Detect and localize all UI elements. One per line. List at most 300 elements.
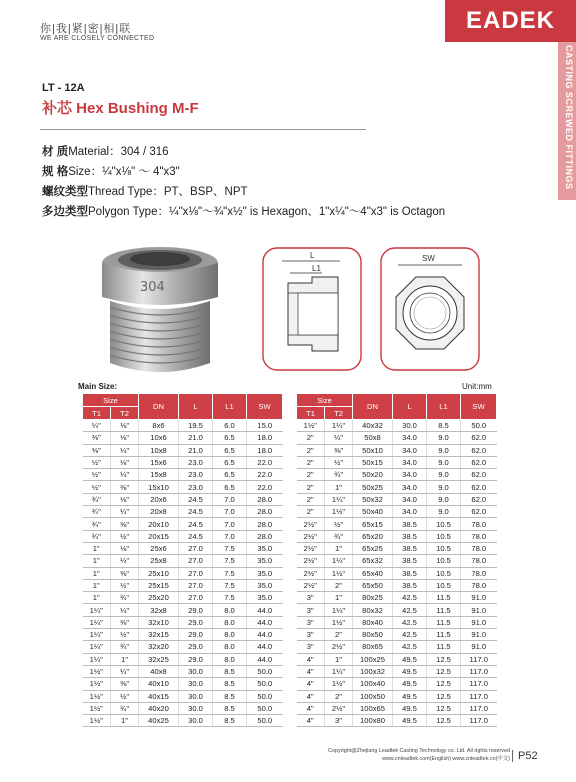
cell-sw: 117.0 xyxy=(461,653,497,665)
cell-l: 49.5 xyxy=(393,690,427,702)
cell-t2: ¼" xyxy=(111,469,139,481)
cell-l1: 8.0 xyxy=(213,629,247,641)
cell-sw: 78.0 xyxy=(461,530,497,542)
cell-dn: 50x25 xyxy=(353,481,393,493)
cell-t2: 1½" xyxy=(325,567,353,579)
cell-l1: 7.0 xyxy=(213,506,247,518)
cell-l: 30.0 xyxy=(179,678,213,690)
cell-l1: 8.5 xyxy=(213,665,247,677)
cell-dn: 25x20 xyxy=(139,592,179,604)
cell-t2: 1¼" xyxy=(325,420,353,432)
spec-table-left xyxy=(82,393,283,727)
cell-sw: 117.0 xyxy=(461,690,497,702)
label-l: L xyxy=(310,251,315,260)
cell-t2: ½" xyxy=(111,690,139,702)
cell-dn: 32x15 xyxy=(139,629,179,641)
col-header-dn: DN xyxy=(353,394,393,420)
cell-dn: 80x40 xyxy=(353,616,393,628)
cell-l1: 10.5 xyxy=(427,530,461,542)
cell-dn: 20x8 xyxy=(139,506,179,518)
table-row xyxy=(297,579,497,591)
cell-sw: 50.0 xyxy=(247,715,283,727)
brand-slogan-cn: 你|我|紧|密|相|联 xyxy=(40,23,132,35)
table-row xyxy=(297,715,497,727)
cell-t1: ½" xyxy=(83,481,111,493)
cell-t1: ¾" xyxy=(83,518,111,530)
col-header-dn: DN xyxy=(139,394,179,420)
cell-l: 34.0 xyxy=(393,481,427,493)
cell-l: 24.5 xyxy=(179,493,213,505)
cell-sw: 28.0 xyxy=(247,518,283,530)
cell-sw: 28.0 xyxy=(247,493,283,505)
cell-l1: 12.5 xyxy=(427,665,461,677)
spec-size xyxy=(42,163,180,179)
cell-t2: 1" xyxy=(325,592,353,604)
cell-t1: 1¼" xyxy=(83,653,111,665)
cell-l: 38.5 xyxy=(393,518,427,530)
cell-t2: 1¼" xyxy=(325,493,353,505)
cell-l1: 12.5 xyxy=(427,715,461,727)
table-row xyxy=(297,690,497,702)
cell-l1: 6.0 xyxy=(213,420,247,432)
cell-sw: 62.0 xyxy=(461,456,497,468)
col-header-sw: SW xyxy=(247,394,283,420)
cell-l1: 8.5 xyxy=(427,420,461,432)
cell-t2: 1¼" xyxy=(325,665,353,677)
table-row xyxy=(297,420,497,432)
col-header-l1: L1 xyxy=(427,394,461,420)
cell-t2: 2" xyxy=(325,690,353,702)
cell-t2: 1" xyxy=(111,715,139,727)
cell-l: 23.0 xyxy=(179,456,213,468)
cell-sw: 91.0 xyxy=(461,604,497,616)
cell-l: 49.5 xyxy=(393,715,427,727)
cell-l1: 11.5 xyxy=(427,616,461,628)
cell-l: 49.5 xyxy=(393,665,427,677)
cell-sw: 62.0 xyxy=(461,506,497,518)
cell-sw: 22.0 xyxy=(247,481,283,493)
cell-l: 24.5 xyxy=(179,530,213,542)
table-row xyxy=(83,481,283,493)
cell-t1: 3" xyxy=(297,604,325,616)
copyright-text: Copyright@Zhejiang Leadtek Casting Technology co. Ltd. All rights reserved xyxy=(328,748,510,754)
cell-l: 42.5 xyxy=(393,616,427,628)
table-row xyxy=(83,432,283,444)
cell-dn: 8x6 xyxy=(139,420,179,432)
table-row xyxy=(83,555,283,567)
cell-dn: 10x8 xyxy=(139,444,179,456)
cell-l: 42.5 xyxy=(393,629,427,641)
cell-sw: 50.0 xyxy=(247,690,283,702)
col-header-l: L xyxy=(179,394,213,420)
cell-l1: 11.5 xyxy=(427,629,461,641)
table-row xyxy=(297,469,497,481)
cell-sw: 117.0 xyxy=(461,678,497,690)
cell-t2: 2½" xyxy=(325,702,353,714)
cell-sw: 50.0 xyxy=(247,678,283,690)
photo-marking: 304 xyxy=(140,280,165,295)
cell-t1: 4" xyxy=(297,715,325,727)
table-row xyxy=(83,420,283,432)
table-row xyxy=(83,530,283,542)
col-header-l: L xyxy=(393,394,427,420)
cell-t1: ¾" xyxy=(83,506,111,518)
cell-l: 27.0 xyxy=(179,567,213,579)
cell-l: 49.5 xyxy=(393,702,427,714)
cell-t1: 1½" xyxy=(83,702,111,714)
cell-l1: 9.0 xyxy=(427,493,461,505)
cell-t2: ⅜" xyxy=(325,444,353,456)
cell-t1: 1½" xyxy=(83,690,111,702)
cell-sw: 44.0 xyxy=(247,653,283,665)
cell-t1: 3" xyxy=(297,641,325,653)
cell-dn: 50x20 xyxy=(353,469,393,481)
cell-t1: 4" xyxy=(297,678,325,690)
cell-l: 38.5 xyxy=(393,567,427,579)
cell-t2: 3" xyxy=(325,715,353,727)
table-row xyxy=(83,567,283,579)
cell-t1: 2½" xyxy=(297,579,325,591)
cell-l1: 8.0 xyxy=(213,641,247,653)
table-row xyxy=(297,506,497,518)
cell-l: 30.0 xyxy=(179,715,213,727)
cell-t1: ⅜" xyxy=(83,432,111,444)
cell-sw: 78.0 xyxy=(461,555,497,567)
cell-dn: 65x50 xyxy=(353,579,393,591)
cell-dn: 100x40 xyxy=(353,678,393,690)
cell-l: 24.5 xyxy=(179,506,213,518)
table-row xyxy=(83,493,283,505)
cell-t1: 3" xyxy=(297,616,325,628)
cell-t2: 1½" xyxy=(325,506,353,518)
cell-dn: 40x8 xyxy=(139,665,179,677)
cell-l: 38.5 xyxy=(393,530,427,542)
col-header-t2: T2 xyxy=(325,407,353,420)
table-row xyxy=(83,678,283,690)
cell-l: 42.5 xyxy=(393,592,427,604)
cell-t1: 1½" xyxy=(83,678,111,690)
cell-l1: 7.5 xyxy=(213,579,247,591)
cell-l: 19.5 xyxy=(179,420,213,432)
cell-dn: 100x65 xyxy=(353,702,393,714)
table-row xyxy=(83,702,283,714)
cell-dn: 100x50 xyxy=(353,690,393,702)
table-row xyxy=(83,506,283,518)
table-row xyxy=(297,665,497,677)
table-row xyxy=(297,530,497,542)
cell-t2: ⅛" xyxy=(111,456,139,468)
divider xyxy=(40,129,366,130)
cell-l1: 12.5 xyxy=(427,653,461,665)
cell-t1: 3" xyxy=(297,629,325,641)
table-row xyxy=(297,702,497,714)
col-header-size: Size xyxy=(297,394,353,407)
cell-sw: 91.0 xyxy=(461,641,497,653)
cell-t1: ¾" xyxy=(83,530,111,542)
cell-l1: 8.5 xyxy=(213,690,247,702)
cell-sw: 91.0 xyxy=(461,616,497,628)
cell-l: 34.0 xyxy=(393,456,427,468)
cell-l1: 8.5 xyxy=(213,702,247,714)
cell-dn: 100x32 xyxy=(353,665,393,677)
cell-l1: 10.5 xyxy=(427,518,461,530)
cell-t2: 1" xyxy=(325,653,353,665)
cell-t2: ⅜" xyxy=(111,616,139,628)
side-section-label: CASTING SCREWED FITTINGS xyxy=(564,45,574,190)
table-row xyxy=(83,518,283,530)
cell-dn: 32x8 xyxy=(139,604,179,616)
table-row xyxy=(297,456,497,468)
table-row xyxy=(297,567,497,579)
cell-sw: 50.0 xyxy=(247,665,283,677)
cell-t2: ¾" xyxy=(325,469,353,481)
cell-t1: 2" xyxy=(297,481,325,493)
cell-sw: 35.0 xyxy=(247,592,283,604)
cell-t2: ⅜" xyxy=(111,678,139,690)
cell-l: 42.5 xyxy=(393,641,427,653)
cell-l1: 7.5 xyxy=(213,592,247,604)
cell-l1: 11.5 xyxy=(427,604,461,616)
cell-t2: ½" xyxy=(111,530,139,542)
cell-t2: ¾" xyxy=(111,641,139,653)
table-row xyxy=(297,432,497,444)
cell-dn: 40x25 xyxy=(139,715,179,727)
cell-t2: ¼" xyxy=(111,506,139,518)
cell-t1: 2" xyxy=(297,469,325,481)
cell-sw: 15.0 xyxy=(247,420,283,432)
cell-t1: ⅜" xyxy=(83,444,111,456)
cell-t1: 2½" xyxy=(297,555,325,567)
cell-sw: 28.0 xyxy=(247,530,283,542)
cell-l1: 8.5 xyxy=(213,715,247,727)
col-header-t1: T1 xyxy=(297,407,325,420)
cell-sw: 22.0 xyxy=(247,469,283,481)
product-model: LT - 12A xyxy=(42,82,85,94)
cell-t1: 1" xyxy=(83,555,111,567)
cell-t1: 1¼" xyxy=(83,616,111,628)
cell-t2: 1¼" xyxy=(325,604,353,616)
cell-t1: 4" xyxy=(297,702,325,714)
cell-t1: 1" xyxy=(83,592,111,604)
table-row xyxy=(83,616,283,628)
cell-dn: 100x80 xyxy=(353,715,393,727)
table-row xyxy=(83,715,283,727)
cell-l1: 7.5 xyxy=(213,555,247,567)
spec-label: 多边类型 xyxy=(42,206,88,218)
cell-dn: 80x32 xyxy=(353,604,393,616)
cell-t2: ⅛" xyxy=(111,432,139,444)
cell-sw: 22.0 xyxy=(247,456,283,468)
cell-t1: 2" xyxy=(297,493,325,505)
table-row xyxy=(297,653,497,665)
cell-l: 29.0 xyxy=(179,616,213,628)
cell-l1: 6.5 xyxy=(213,444,247,456)
cell-dn: 10x6 xyxy=(139,432,179,444)
cell-l: 29.0 xyxy=(179,629,213,641)
cell-t2: 1½" xyxy=(325,678,353,690)
table-row xyxy=(297,678,497,690)
table-row xyxy=(83,653,283,665)
cell-t1: 1½" xyxy=(83,715,111,727)
cell-l1: 7.0 xyxy=(213,530,247,542)
cell-l1: 9.0 xyxy=(427,481,461,493)
cell-dn: 50x32 xyxy=(353,493,393,505)
cell-sw: 44.0 xyxy=(247,629,283,641)
spec-material xyxy=(42,143,169,159)
cell-dn: 50x10 xyxy=(353,444,393,456)
cell-t2: ½" xyxy=(325,456,353,468)
cell-t1: 4" xyxy=(297,653,325,665)
cell-t2: ⅛" xyxy=(111,542,139,554)
spec-label: 规 格 xyxy=(42,166,69,178)
cell-l: 49.5 xyxy=(393,653,427,665)
cell-t2: 2" xyxy=(325,579,353,591)
cell-sw: 44.0 xyxy=(247,616,283,628)
table-row xyxy=(297,629,497,641)
cell-dn: 50x40 xyxy=(353,506,393,518)
spec-thread xyxy=(42,183,248,199)
spec-value: Thread Type：PT、BSP、NPT xyxy=(88,186,248,198)
cell-t2: ⅛" xyxy=(111,420,139,432)
table-row xyxy=(297,641,497,653)
logo-text: EADEK xyxy=(465,7,555,34)
cell-sw: 18.0 xyxy=(247,444,283,456)
cell-sw: 50.0 xyxy=(247,702,283,714)
cell-t1: ½" xyxy=(83,456,111,468)
cell-sw: 117.0 xyxy=(461,702,497,714)
cell-l: 42.5 xyxy=(393,604,427,616)
cell-t1: 1¼" xyxy=(83,629,111,641)
cell-sw: 35.0 xyxy=(247,555,283,567)
cell-t1: 2½" xyxy=(297,518,325,530)
company-logo xyxy=(445,0,576,42)
end-view-drawing xyxy=(380,247,480,371)
cell-t2: ½" xyxy=(325,518,353,530)
cell-dn: 40x20 xyxy=(139,702,179,714)
cell-l: 27.0 xyxy=(179,592,213,604)
page-number: P52 xyxy=(512,750,538,762)
cell-l1: 11.5 xyxy=(427,592,461,604)
cell-dn: 65x15 xyxy=(353,518,393,530)
cell-l: 34.0 xyxy=(393,444,427,456)
spec-polygon xyxy=(42,203,445,219)
col-header-sw: SW xyxy=(461,394,497,420)
cell-l1: 12.5 xyxy=(427,702,461,714)
cell-sw: 78.0 xyxy=(461,518,497,530)
cell-dn: 65x40 xyxy=(353,567,393,579)
cell-dn: 25x6 xyxy=(139,542,179,554)
cell-dn: 25x8 xyxy=(139,555,179,567)
cell-l: 30.0 xyxy=(179,665,213,677)
cell-sw: 35.0 xyxy=(247,579,283,591)
cell-l1: 9.0 xyxy=(427,506,461,518)
cell-l1: 6.5 xyxy=(213,432,247,444)
cell-dn: 50x15 xyxy=(353,456,393,468)
cell-t2: ½" xyxy=(111,579,139,591)
cell-dn: 32x10 xyxy=(139,616,179,628)
cell-l1: 6.5 xyxy=(213,469,247,481)
cell-dn: 65x20 xyxy=(353,530,393,542)
cell-sw: 78.0 xyxy=(461,542,497,554)
cell-l1: 10.5 xyxy=(427,555,461,567)
cell-t2: ¼" xyxy=(111,555,139,567)
table-row xyxy=(83,579,283,591)
cell-t1: 2½" xyxy=(297,542,325,554)
cell-l1: 8.0 xyxy=(213,604,247,616)
cell-sw: 50.0 xyxy=(461,420,497,432)
cell-l1: 11.5 xyxy=(427,641,461,653)
cell-l1: 7.5 xyxy=(213,567,247,579)
cell-t2: ⅛" xyxy=(111,493,139,505)
cell-dn: 15x6 xyxy=(139,456,179,468)
cell-l1: 8.0 xyxy=(213,653,247,665)
table-row xyxy=(297,518,497,530)
cell-l1: 8.5 xyxy=(213,678,247,690)
cell-l1: 7.0 xyxy=(213,518,247,530)
cell-dn: 80x25 xyxy=(353,592,393,604)
label-sw: SW xyxy=(422,254,435,263)
cell-t2: ¾" xyxy=(111,592,139,604)
cell-t1: 2" xyxy=(297,456,325,468)
cell-l: 30.0 xyxy=(393,420,427,432)
cell-dn: 100x25 xyxy=(353,653,393,665)
cell-dn: 65x25 xyxy=(353,542,393,554)
table-row xyxy=(83,444,283,456)
main-size-label: Main Size: xyxy=(78,382,118,391)
spec-value: Size：¼"x⅛" ～ 4"x3" xyxy=(68,166,180,178)
cell-dn: 20x10 xyxy=(139,518,179,530)
cell-dn: 40x32 xyxy=(353,420,393,432)
cell-sw: 91.0 xyxy=(461,629,497,641)
cell-l: 38.5 xyxy=(393,579,427,591)
cell-l: 29.0 xyxy=(179,653,213,665)
cell-t2: ¼" xyxy=(111,604,139,616)
table-row xyxy=(83,641,283,653)
spec-label: 材 质 xyxy=(42,146,69,158)
table-row xyxy=(83,592,283,604)
cell-sw: 78.0 xyxy=(461,579,497,591)
cell-l1: 9.0 xyxy=(427,469,461,481)
cell-t1: 1½" xyxy=(83,665,111,677)
cell-l: 21.0 xyxy=(179,444,213,456)
spec-table-right xyxy=(296,393,497,727)
cell-t2: 1¼" xyxy=(325,555,353,567)
cell-dn: 40x10 xyxy=(139,678,179,690)
cell-l: 27.0 xyxy=(179,555,213,567)
cell-l: 38.5 xyxy=(393,542,427,554)
cell-l: 49.5 xyxy=(393,678,427,690)
cell-sw: 62.0 xyxy=(461,481,497,493)
cell-t2: ¼" xyxy=(111,444,139,456)
cell-l: 27.0 xyxy=(179,579,213,591)
cell-l1: 7.5 xyxy=(213,542,247,554)
cell-t2: 1" xyxy=(111,653,139,665)
product-photo xyxy=(88,245,238,385)
cell-sw: 62.0 xyxy=(461,493,497,505)
table-row xyxy=(297,616,497,628)
table-row xyxy=(297,592,497,604)
cell-t1: 2" xyxy=(297,506,325,518)
cell-dn: 25x10 xyxy=(139,567,179,579)
cell-l: 34.0 xyxy=(393,493,427,505)
cell-t2: ¾" xyxy=(111,702,139,714)
table-row xyxy=(83,604,283,616)
cell-dn: 50x8 xyxy=(353,432,393,444)
product-title: 补芯 Hex Bushing M-F xyxy=(42,100,199,117)
cell-sw: 62.0 xyxy=(461,469,497,481)
cell-t2: ½" xyxy=(111,629,139,641)
cell-t2: 2½" xyxy=(325,641,353,653)
